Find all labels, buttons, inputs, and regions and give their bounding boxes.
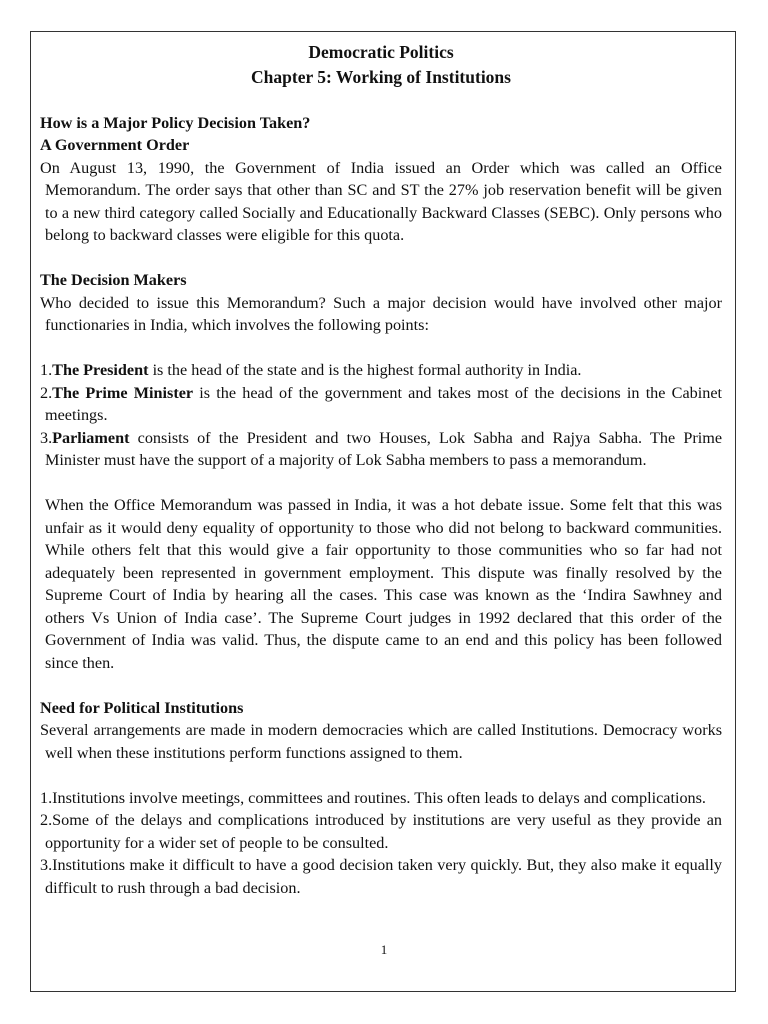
paragraph: On August 13, 1990, the Government of India issued an Order which was called an Office Memorandum. The order says that other than SC and ST the 27% job reservation benefit will be given to a new third category called Socially and Educationally Backward Classes (SEBC). Only persons who belong to backward classes were eligible for this quota. [40,158,722,244]
list-item: 3.Institutions make it difficult to have a good decision taken very quickly. But, they also make it equally difficult to rush through a bad decision. [40,856,722,897]
list-item: 2.Some of the delays and complications introduced by institutions are very useful as they provide an opportunity for a wider set of people to be consulted. [40,811,722,852]
document-title: Democratic Politics [308,42,454,62]
list-item: 2.The Prime Minister is the head of the government and takes most of the decisions in the Cabinet meetings. [40,383,723,424]
list-item: 3.Parliament consists of the President and two Houses, Lok Sabha and Rajya Sabha. The Prime Minister must have the support of a majority of Lok Sabha members to pass a memorandum. [40,428,722,469]
page-number: 1 [380,942,388,957]
list-item: 1.The President is the head of the state and is the highest formal authority in India. [40,361,582,379]
section-heading: How is a Major Policy Decision Taken? [40,113,311,132]
list-item: 1.Institutions involve meetings, committees and routines. This often leads to delays and complications. [40,788,706,807]
paragraph: Who decided to issue this Memorandum? Such a major decision would have involved other major functionaries in India, which involves the following points: [40,293,722,334]
section-heading: The Decision Makers [40,271,187,289]
section-heading: Need for Political Institutions [40,698,244,717]
paragraph: Several arrangements are made in modern democracies which are called Institutions. Democracy works well when these institutions perform functions assigned to them. [40,721,722,762]
paragraph: When the Office Memorandum was passed in India, it was a hot debate issue. Some felt that this was unfair as it would deny equality of opportunity to those who did not belong to backward communities. While others felt that this would give a fair opportunity to those communities who so far had not adequately been represented in government employment. This dispute was finally resolved by the Supreme Court of India by hearing all the cases. This case was known as the ‘Indira Sawhney and others Vs Union of India case’. The Supreme Court judges in 1992 declared that this order of the Government of India was valid. Thus, the dispute came to an end and this policy has been followed since then. [45,496,722,672]
document-body [40,40,722,899]
section-subheading: A Government Order [40,136,190,154]
chapter-title: Chapter 5: Working of Institutions [251,66,511,87]
